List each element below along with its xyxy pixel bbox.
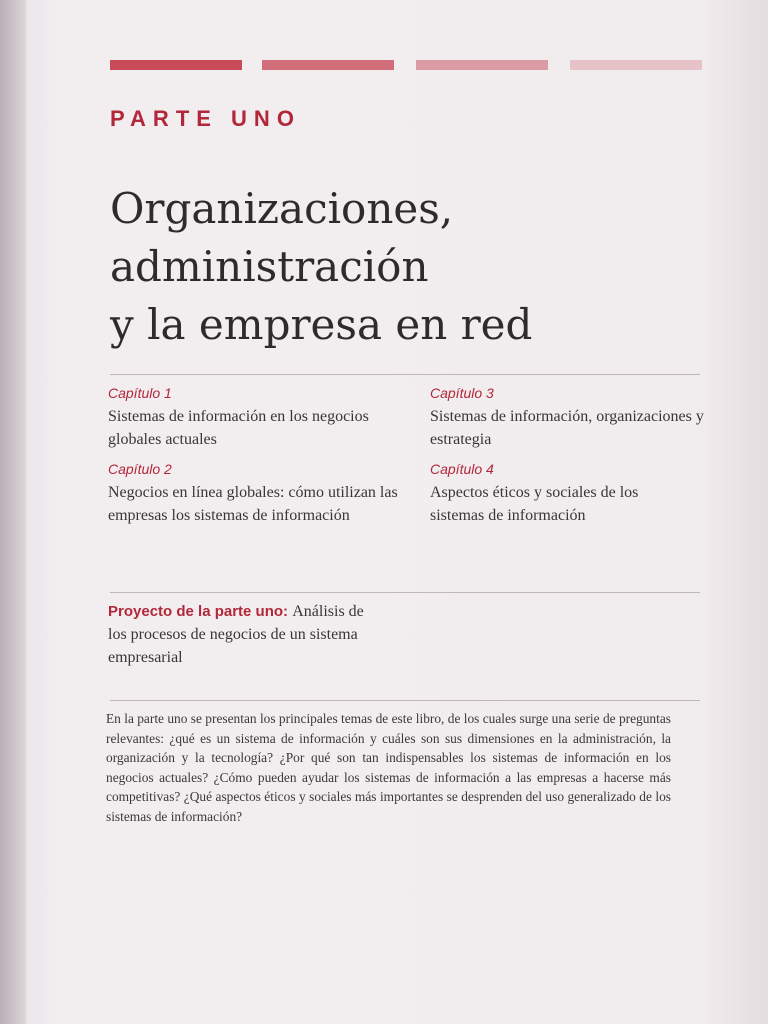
chapter-title: Sistemas de información, organizaciones y estrategia (430, 408, 704, 448)
divider (110, 374, 700, 375)
chapter-entry (430, 460, 690, 527)
chapter-label: Capítulo 2 (108, 461, 172, 477)
chapter-title: Aspectos éticos y sociales de los sistemas de información (430, 484, 639, 524)
part-label: PARTE UNO (110, 106, 301, 131)
header-stripe (570, 60, 702, 70)
project-block (108, 600, 378, 669)
divider (110, 592, 700, 593)
chapter-title: Sistemas de información en los negocios globales actuales (108, 408, 369, 448)
chapter-entry (108, 460, 398, 527)
header-stripe (110, 60, 242, 70)
title-line: y la empresa en red (110, 300, 533, 349)
project-text: Análisis de los procesos de negocios de un sistema empresarial (108, 603, 364, 666)
title-line: Organizaciones, (110, 184, 454, 233)
page-title (110, 180, 670, 354)
chapter-label: Capítulo 1 (108, 385, 172, 401)
chapter-label: Capítulo 3 (430, 385, 494, 401)
title-line: administración (110, 242, 429, 291)
chapter-entry (108, 384, 408, 451)
divider (110, 700, 700, 701)
chapter-entry (430, 384, 730, 451)
header-stripe (416, 60, 548, 70)
book-gutter (0, 0, 26, 1024)
chapter-title: Negocios en línea globales: cómo utilizan las empresas los sistemas de información (108, 484, 398, 524)
intro-paragraph: En la parte uno se presentan los principales temas de este libro, de los cuales surge una serie de preguntas relevantes: ¿qué es un sistema de información y cuáles son sus dimensiones en la administración, la organización y la tecnología? ¿Por qué son tan indispensables los sistemas de información en los negocios actuales? ¿Cómo pueden ayudar los sistemas de información a las empresas a hacerse más competitivas? ¿Qué aspectos éticos y sociales más importantes se desprenden del uso generalizado de los sistemas de información? (106, 711, 671, 824)
header-stripe (262, 60, 394, 70)
project-label: Proyecto de la parte uno: (108, 603, 293, 620)
chapter-label: Capítulo 4 (430, 461, 494, 477)
